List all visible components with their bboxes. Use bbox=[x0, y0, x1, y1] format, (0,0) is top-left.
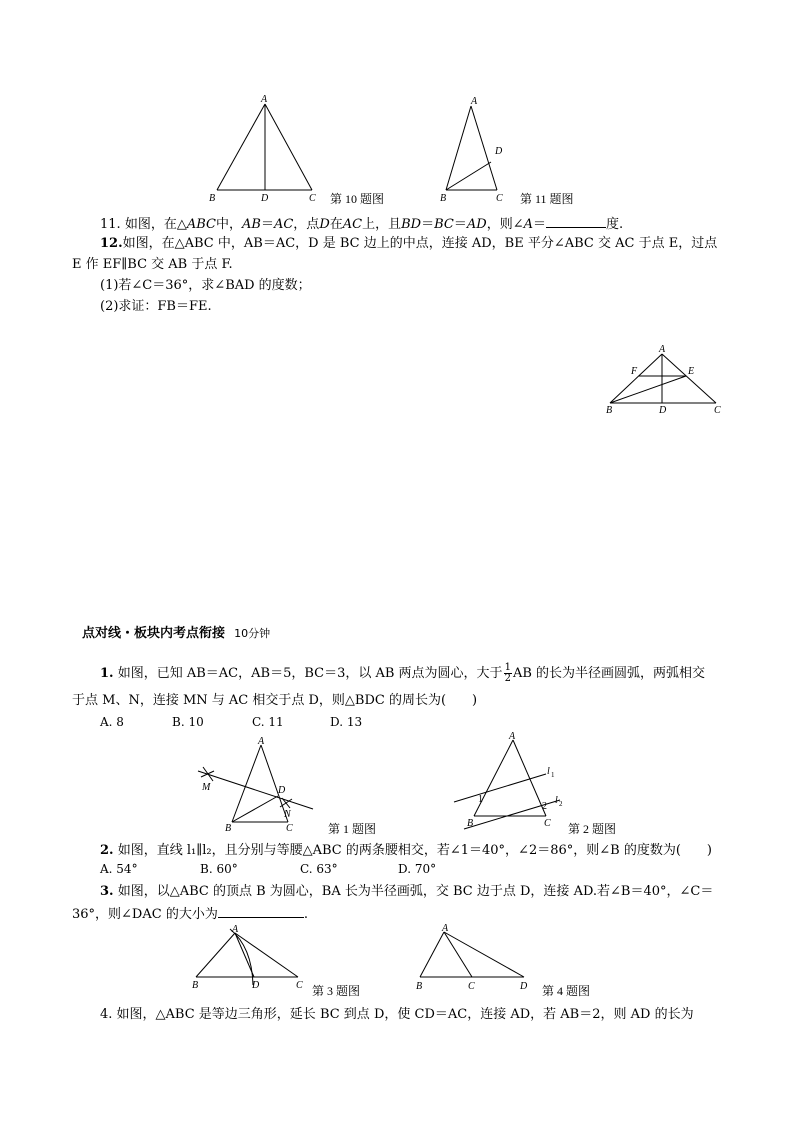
q11-text: ABC bbox=[186, 217, 216, 232]
q11-text: ＝ bbox=[533, 217, 547, 232]
figp4-label-d: D bbox=[520, 981, 528, 992]
p1-line-1a: 如图，已知 AB＝AC，AB＝5，BC＝3，以 AB 两点为圆心，大于 bbox=[117, 666, 503, 681]
p4-number: 4. bbox=[100, 1007, 113, 1022]
figure-12 bbox=[598, 340, 728, 420]
p2-option-c[interactable]: C. 63° bbox=[300, 862, 338, 876]
problem-4 bbox=[100, 1005, 694, 1025]
fig11-caption: 第 11 题图 bbox=[520, 192, 574, 206]
p3-line-2 bbox=[72, 903, 308, 925]
figure-11 bbox=[435, 92, 515, 204]
problem-2 bbox=[100, 841, 712, 861]
figp1-caption: 第 1 题图 bbox=[328, 822, 377, 836]
fig11-label-d: D bbox=[495, 146, 503, 157]
figp1-label-b: B bbox=[225, 823, 232, 834]
figure-p3 bbox=[190, 925, 310, 993]
p3-line-2-text: 36°，则∠DAC 的大小为 bbox=[72, 907, 218, 922]
figp1-label-d: D bbox=[278, 785, 286, 796]
question-12 bbox=[100, 234, 717, 254]
p1-option-d[interactable]: D. 13 bbox=[330, 715, 363, 729]
q11-text: 在 bbox=[329, 217, 343, 232]
q11-text: 中， bbox=[215, 217, 242, 232]
p3-line-2-end: . bbox=[303, 907, 308, 922]
q11-text: BC bbox=[434, 217, 454, 232]
figp2-label-a: A bbox=[509, 731, 516, 742]
figp2-angle-1: 1 bbox=[478, 794, 483, 805]
fig10-caption: 第 10 题图 bbox=[330, 192, 385, 206]
fig12-label-b: B bbox=[606, 405, 613, 416]
fig12-label-e: E bbox=[688, 366, 695, 377]
figp3-label-d: D bbox=[252, 980, 260, 991]
fig10-label-c: C bbox=[309, 193, 316, 204]
figure-p2 bbox=[450, 730, 570, 835]
p1-number: 1. bbox=[100, 666, 114, 681]
p1-option-c[interactable]: C. 11 bbox=[252, 715, 284, 729]
question-11 bbox=[100, 213, 623, 235]
fig12-label-f: F bbox=[631, 366, 638, 377]
q11-text: ＝ bbox=[453, 217, 467, 232]
figp2-label-b: B bbox=[467, 818, 474, 829]
p2-text: 如图，直线 l₁∥l₂，且分别与等腰△ABC 的两条腰相交，若∠1＝40°，∠2＝86°，则∠B 的度数为( ) bbox=[117, 843, 712, 858]
fig12-label-c: C bbox=[714, 405, 721, 416]
q11-text: AC bbox=[273, 217, 294, 232]
q11-text: ，则∠ bbox=[486, 217, 524, 232]
q12-number: 12. bbox=[100, 236, 123, 251]
p1-line-2: 于点 M、N，连接 MN 与 AC 相交于点 D，则△BDC 的周长为( ) bbox=[72, 693, 478, 708]
figp2-label-l2-sub: 2 bbox=[559, 800, 563, 808]
p2-number: 2. bbox=[100, 843, 114, 858]
figp4-caption: 第 4 题图 bbox=[542, 984, 591, 998]
fig11-label-a: A bbox=[471, 96, 478, 107]
fig11-label-b: B bbox=[440, 193, 447, 204]
fig10-label-b: B bbox=[209, 193, 216, 204]
figp2-label-c: C bbox=[544, 818, 551, 829]
q11-text: 上，且 bbox=[362, 217, 402, 232]
problem-3 bbox=[100, 882, 713, 902]
section-time: 10分钟 bbox=[234, 627, 271, 640]
q11-text: ＝ bbox=[260, 217, 274, 232]
p2-option-a[interactable]: A. 54° bbox=[100, 862, 138, 876]
q12-line-1: 如图，在△ABC 中，AB＝AC，D 是 BC 边上的中点，连接 AD，BE 平分∠ABC 交 AC 于点 E，过点 bbox=[122, 236, 718, 251]
figp2-caption: 第 2 题图 bbox=[568, 822, 617, 836]
q12-part-1: (1)若∠C＝36°，求∠BAD 的度数； bbox=[100, 278, 311, 293]
q11-text: AC bbox=[342, 217, 363, 232]
figp4-label-b: B bbox=[416, 981, 423, 992]
figure-10 bbox=[205, 92, 330, 204]
p2-option-b[interactable]: B. 60° bbox=[200, 862, 238, 876]
fig11-label-c: C bbox=[496, 193, 503, 204]
figure-p1 bbox=[190, 735, 320, 835]
q11-text: 如图，在△ bbox=[124, 217, 187, 232]
fraction-denominator: 2 bbox=[504, 673, 511, 684]
p2-option-d[interactable]: D. 70° bbox=[398, 862, 437, 876]
q11-answer-blank[interactable] bbox=[546, 213, 606, 228]
p1-fraction bbox=[504, 663, 512, 684]
q11-text: AB bbox=[241, 217, 261, 232]
q12-part-2: (2)求证：FB＝FE. bbox=[100, 299, 212, 314]
p4-text: 如图，△ABC 是等边三角形，延长 BC 到点 D，使 CD＝AC，连接 AD，若 AB＝2，则 AD 的长为 bbox=[116, 1007, 694, 1022]
p1-option-b[interactable]: B. 10 bbox=[172, 715, 204, 729]
p3-number: 3. bbox=[100, 884, 114, 899]
fig10-label-a: A bbox=[261, 94, 268, 105]
fig12-label-a: A bbox=[659, 344, 666, 355]
p3-answer-blank[interactable] bbox=[218, 903, 304, 918]
q11-text: ＝ bbox=[421, 217, 435, 232]
figp3-label-a: A bbox=[232, 925, 239, 935]
figp2-label-l1: l bbox=[547, 766, 550, 777]
q12-line-2: E 作 EF∥BC 交 AB 于点 F. bbox=[72, 257, 233, 272]
q11-number: 11. bbox=[100, 217, 121, 232]
figp3-label-b: B bbox=[192, 980, 199, 991]
q11-text: AD bbox=[466, 217, 487, 232]
figp4-label-a: A bbox=[442, 923, 449, 934]
figp2-angle-2: 2 bbox=[542, 801, 547, 812]
fraction-numerator: 1 bbox=[504, 662, 511, 673]
q11-text: A bbox=[523, 217, 533, 232]
fig12-label-d: D bbox=[659, 405, 667, 416]
q11-text: BD bbox=[401, 217, 422, 232]
figp1-label-c: C bbox=[286, 823, 293, 834]
figp1-label-n: N bbox=[284, 809, 291, 820]
section-header bbox=[82, 622, 270, 641]
p3-line-1: 如图，以△ABC 的顶点 B 为圆心，BA 长为半径画弧，交 BC 边于点 D，连接 AD.若∠B＝40°，∠C＝ bbox=[117, 884, 714, 899]
fig10-label-d: D bbox=[261, 193, 269, 204]
q11-text: ，点 bbox=[293, 217, 320, 232]
figp3-label-c: C bbox=[296, 980, 303, 991]
figp3-caption: 第 3 题图 bbox=[312, 984, 361, 998]
figp2-label-l2: l bbox=[555, 795, 558, 806]
figp2-label-l1-sub: 1 bbox=[551, 771, 555, 779]
q11-text: D bbox=[319, 217, 330, 232]
section-title: 点对线・板块内考点衔接 bbox=[82, 626, 226, 641]
figure-p4 bbox=[412, 922, 537, 994]
figp4-label-c: C bbox=[468, 981, 475, 992]
problem-1 bbox=[100, 661, 705, 687]
p1-line-1b: AB 的长为半径画圆弧，两弧相交 bbox=[512, 666, 706, 681]
figp1-label-a: A bbox=[258, 736, 265, 747]
figp1-label-m: M bbox=[202, 782, 211, 793]
p1-option-a[interactable]: A. 8 bbox=[100, 715, 124, 729]
q11-text: 度. bbox=[606, 217, 624, 232]
